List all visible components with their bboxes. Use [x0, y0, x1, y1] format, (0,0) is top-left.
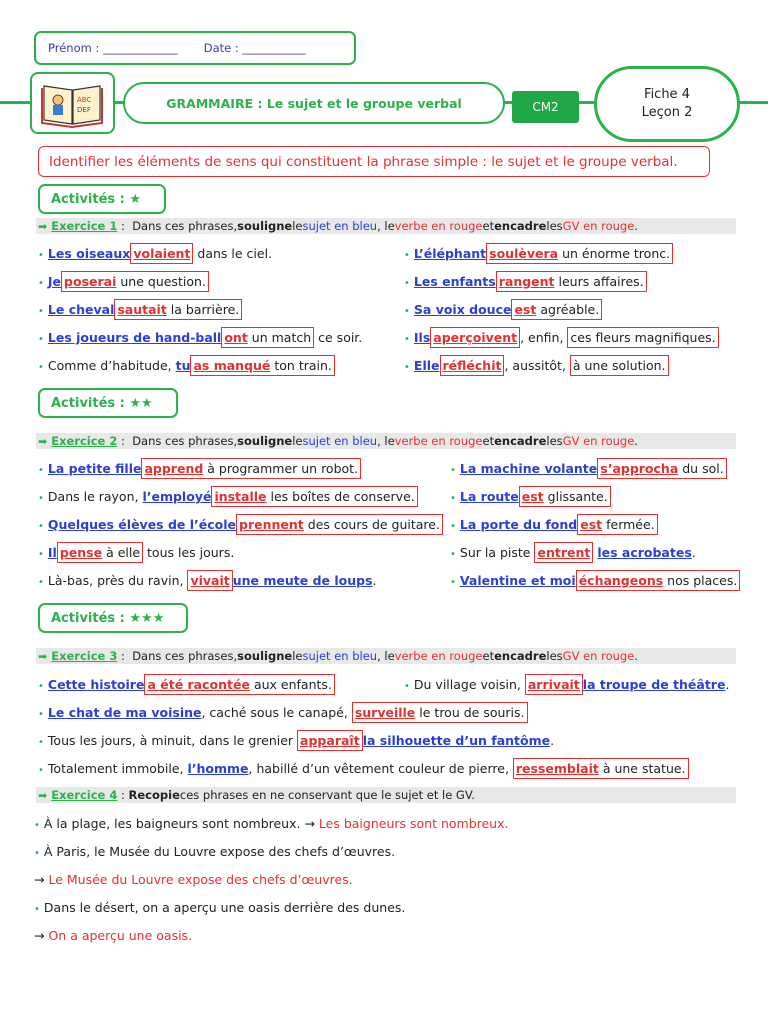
ex1-sentence: • Les enfants rangent leurs affaires. — [404, 271, 647, 293]
book-icon — [32, 74, 113, 132]
svg-text:DEF: DEF — [77, 106, 91, 114]
ex2-sentence: • La route est glissante. — [450, 486, 611, 508]
ex1-sentence: • Elle réfléchit , aussitôt, à une solution. — [404, 355, 669, 377]
ex4-answer: Le Musée du Louvre expose des chefs d’œuvres. — [48, 872, 353, 887]
arrow-icon: ➡ — [38, 219, 48, 233]
arrow-icon: ➡ — [38, 788, 48, 802]
fiche-number: Fiche 4 — [644, 87, 690, 102]
arrow-icon: ➡ — [38, 649, 48, 663]
ex2-sentence: • Dans le rayon, l’employé installe les boîtes de conserve. — [38, 486, 418, 508]
activity-1-label: Activités : ★ — [38, 184, 166, 214]
activity-2-label: Activités : ★★ — [38, 388, 178, 418]
svg-text:ABC: ABC — [77, 96, 92, 104]
ex2-sentence: • Il pense à elle tous les jours. — [38, 542, 234, 564]
ex3-sentence: • Cette histoire a été racontée aux enfants. — [38, 674, 335, 696]
activity-3-label: Activités : ★★★ — [38, 603, 188, 633]
ex1-sentence: • Le cheval sautait la barrière. — [38, 299, 242, 321]
name-date-box[interactable] — [34, 31, 356, 65]
ex4-answer-line: → Le Musée du Louvre expose des chefs d’œuvres. — [34, 872, 353, 887]
ex2-sentence: • La machine volante s’approcha du sol. — [450, 458, 727, 480]
ex3-sentence: • Le chat de ma voisine, caché sous le canapé, surveille le trou de souris. — [38, 702, 528, 724]
ex1-sentence: • Ils aperçoivent , enfin, ces fleurs magnifiques. — [404, 327, 719, 349]
ex1-sentence: • Comme d’habitude, tu as manqué ton train. — [38, 355, 335, 377]
ex1-sentence: • Les joueurs de hand-ball ont un match ce soir. — [38, 327, 362, 349]
level-badge: CM2 — [512, 91, 579, 123]
lecon-number: Leçon 2 — [641, 105, 693, 120]
exercise-3-instruction: ➡ Exercice 3 : Dans ces phrases, souligne le sujet en bleu , le verbe en rouge et encadre les GV en rouge . — [36, 648, 736, 664]
ex2-sentence: • Là-bas, près du ravin, vivait une meute de loups. — [38, 570, 377, 592]
exercise-2-instruction: ➡ Exercice 2 : Dans ces phrases, souligne le sujet en bleu , le verbe en rouge et encadre les GV en rouge . — [36, 433, 736, 449]
ex1-sentence: • Je poserai une question. — [38, 271, 209, 293]
ex2-sentence: • Sur la piste entrent les acrobates. — [450, 542, 696, 564]
ex4-answer: On a aperçu une oasis. — [48, 928, 193, 943]
page-title: GRAMMAIRE : Le sujet et le groupe verbal — [123, 82, 505, 124]
exercise-4-instruction: ➡ Exercice 4 : Recopie ces phrases en ne conservant que le sujet et le GV. — [36, 787, 736, 803]
ex3-sentence: • Tous les jours, à minuit, dans le grenier apparaît la silhouette d’un fantôme. — [38, 730, 554, 752]
ex1-sentence: • Les oiseaux volaient dans le ciel. — [38, 243, 272, 265]
ex4-answer: Les baigneurs sont nombreux. — [318, 816, 509, 831]
prenom-field[interactable]: Prénom : _____________ — [48, 41, 178, 55]
fiche-badge — [594, 66, 740, 142]
ex4-answer-line: → On a aperçu une oasis. — [34, 928, 193, 943]
ex2-sentence: • Valentine et moi échangeons nos places. — [450, 570, 740, 592]
exercise-1-instruction: ➡ Exercice 1 : Dans ces phrases, souligne le sujet en bleu , le verbe en rouge et encadre les GV en rouge . — [36, 218, 736, 234]
ex4-sentence: • À Paris, le Musée du Louvre expose des chefs d’œuvres. — [34, 844, 396, 859]
ex2-sentence: • La porte du fond est fermée. — [450, 514, 658, 536]
ex1-sentence: • Sa voix douce est agréable. — [404, 299, 602, 321]
ex2-sentence: • Quelques élèves de l’école prennent des cours de guitare. — [38, 514, 443, 536]
arrow-icon: ➡ — [38, 434, 48, 448]
ex4-sentence: • À la plage, les baigneurs sont nombreux. → Les baigneurs sont nombreux. — [34, 816, 509, 831]
book-logo — [30, 72, 115, 134]
ex3-sentence: • Du village voisin, arrivait la troupe de théâtre. — [404, 674, 729, 696]
ex2-sentence: • La petite fille apprend à programmer un robot. — [38, 458, 361, 480]
date-field[interactable]: Date : ___________ — [203, 41, 306, 55]
ex4-sentence: • Dans le désert, on a aperçu une oasis derrière des dunes. — [34, 900, 406, 915]
ex1-sentence: • L’éléphant soulèvera un énorme tronc. — [404, 243, 673, 265]
ex3-sentence: • Totalement immobile, l’homme, habillé d’un vêtement couleur de pierre, ressemblait à une statue. — [38, 758, 689, 780]
objective-box: Identifier les éléments de sens qui constituent la phrase simple : le sujet et le groupe verbal. — [38, 146, 710, 177]
